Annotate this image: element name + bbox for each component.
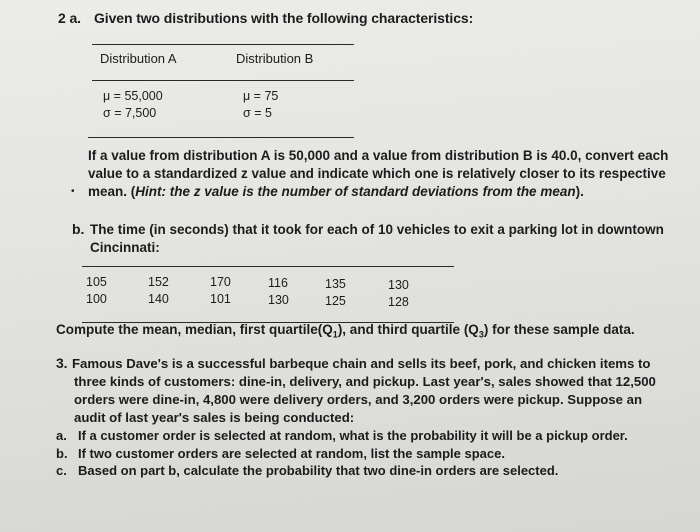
q3-part-a-text1: If a customer order is selected at random, what is: [78, 428, 388, 443]
para-line3-hint: Hint: the z value is the number of standard deviations from the mean: [135, 184, 576, 199]
compute-text-a: Compute the mean, median, first quartile(Q: [56, 322, 333, 337]
compute-text-c: ) for these sample data.: [483, 322, 635, 337]
table-bottom-rule: [88, 137, 354, 138]
question-3-line2: three kinds of customers: dine-in, delivery, and pickup. Last year's, sales showed that 12,500: [74, 374, 656, 389]
para-line2-a: value to a: [88, 166, 155, 181]
q3-part-b-text: [78, 446, 505, 461]
question-3-text: [72, 355, 656, 427]
q3-part-c-text1: Based on part b, calculate: [78, 463, 243, 478]
dist-b-sd: σ = 5: [243, 106, 272, 120]
para-line2-c: and indicate which one is: [286, 166, 458, 181]
q3-part-b-label: b.: [56, 446, 68, 461]
q3-part-c-text2: the probability that two dine-in orders are selected.: [242, 463, 559, 478]
table-header-distribution-a: Distribution A: [100, 51, 177, 66]
para-line3-a: mean. (: [88, 184, 136, 199]
para-line2-b: standardized z value: [154, 166, 287, 181]
bullet-dot: •: [71, 186, 75, 197]
question-2b-text: [90, 221, 664, 257]
question-2b-line1: The time (in seconds) that it took for each of 10 vehicles to exit a parking lot in downtown: [90, 222, 664, 237]
data-cell: 100: [86, 292, 107, 306]
compute-instruction: [56, 322, 635, 340]
question-3-line1: Famous Dave's is a successful barbeque chain and sells its beef, pork, and chicken items to: [72, 356, 651, 371]
question-3-line4: audit of last year's sales is being conducted:: [74, 410, 355, 425]
q3-subscript: 3: [478, 329, 484, 340]
table-header-rule: [92, 80, 354, 81]
q3-part-a-text2: the probability it will be a pickup order.: [387, 428, 628, 443]
data-cell: 140: [148, 292, 169, 306]
dist-a-mean: μ = 55,000: [103, 89, 163, 103]
question-3-number: 3.: [56, 355, 68, 371]
q1-subscript: 1: [332, 329, 338, 340]
data-cell: 116: [268, 276, 288, 290]
question-2a-text: [88, 147, 668, 201]
q3-part-b-text1: If two customer orders are selected at random,: [78, 446, 371, 461]
dist-a-sd: σ = 7,500: [103, 106, 157, 120]
table-top-rule: [92, 44, 354, 45]
data-cell: 101: [210, 292, 231, 306]
question-2a-intro: Given two distributions with the following characteristics:: [94, 10, 474, 26]
compute-text-b: ), and third quartile (Q: [337, 322, 479, 337]
question-3-line3: orders were dine-in, 4,800 were delivery orders, and 3,200 orders were pickup. Suppose an: [74, 392, 643, 407]
q3-part-c-text: [78, 463, 558, 478]
question-2b-label: b.: [72, 221, 85, 237]
para-line1: If a value from distribution A is 50,000 and a value from distribution B is 40.0, convert each: [88, 148, 669, 163]
data-cell: 130: [388, 278, 409, 292]
table-header-distribution-b: Distribution B: [236, 51, 314, 66]
q3-part-a-label: a.: [56, 428, 67, 443]
data-cell: 170: [210, 275, 231, 289]
data-cell: 135: [325, 277, 346, 291]
data-cell: 130: [268, 293, 289, 307]
para-line2-d: relatively closer to its respective: [457, 166, 666, 181]
q3-part-b-text2: list the sample space.: [370, 446, 505, 461]
question-2b-line2: Cincinnati:: [90, 240, 160, 255]
data-cell: 105: [86, 275, 107, 289]
q3-part-a-text: [78, 428, 628, 443]
data-cell: 125: [325, 294, 346, 308]
q3-part-c-label: c.: [56, 463, 67, 478]
dist-b-mean: μ = 75: [243, 89, 279, 103]
para-line3-c: ).: [575, 184, 584, 199]
data-table-top-rule: [82, 266, 454, 267]
question-2a-number: 2 a.: [58, 10, 81, 26]
data-cell: 152: [148, 275, 169, 289]
data-cell: 128: [388, 295, 409, 309]
